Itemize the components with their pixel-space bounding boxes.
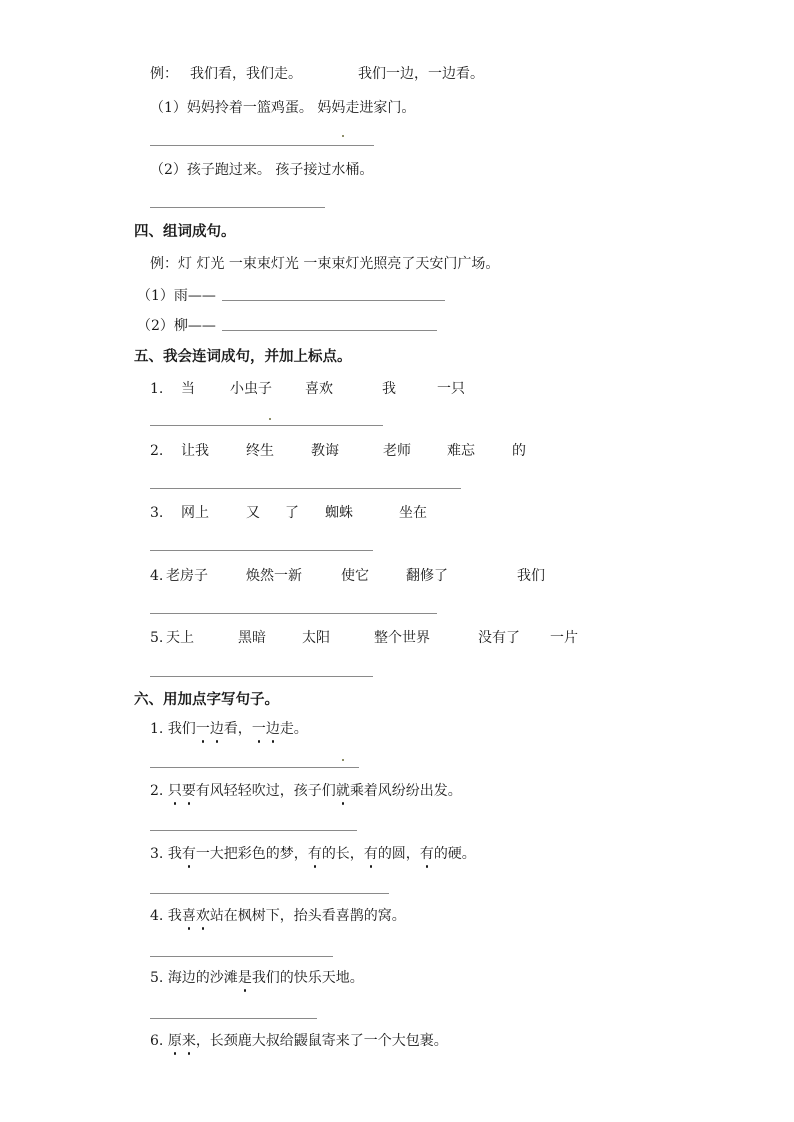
section-5-heading: 五、我会连词成句，并加上标点。 — [134, 349, 352, 365]
text-segment: 我 — [167, 908, 182, 924]
answer-line-5-1[interactable] — [150, 425, 383, 426]
text-segment: 走。 — [279, 721, 308, 737]
word-chip: 天上 — [166, 630, 194, 646]
answer-line-6-1[interactable] — [150, 767, 359, 768]
answer-line-3-1[interactable] — [150, 145, 374, 146]
item-number: 5. — [150, 970, 164, 986]
word-chip: 一片 — [550, 630, 578, 646]
text-segment: 我 — [167, 846, 182, 862]
sentence-6-4 — [150, 906, 406, 926]
word-chip: 教诲 — [311, 443, 339, 459]
text-segment: 我们的快乐天地。 — [251, 970, 364, 986]
word-chip: 老师 — [383, 443, 411, 459]
word-chip: 又 — [246, 505, 260, 521]
word-chip: 的 — [512, 443, 526, 459]
dotted-char: 有 — [363, 846, 378, 862]
word-chip: 让我 — [181, 443, 209, 459]
dotted-char: 有 — [419, 846, 434, 862]
scan-speck — [342, 759, 344, 761]
answer-line-5-4[interactable] — [150, 613, 437, 614]
word-chip: 翻修了 — [406, 568, 448, 584]
answer-line-6-5[interactable] — [150, 1018, 317, 1019]
sentence-6-2 — [150, 781, 462, 801]
text-segment: ，长颈鹿大叔给鼹鼠寄来了一个大包裹。 — [195, 1033, 448, 1049]
word-chip: 蜘蛛 — [325, 505, 353, 521]
text-segment: 我们 — [167, 721, 196, 737]
text-segment: 乘着风纷纷出发。 — [349, 783, 462, 799]
item-5-3-number: 3. — [150, 505, 164, 521]
scan-speck — [269, 418, 271, 420]
example-sentence-b: 我们一边，一边看。 — [358, 66, 484, 82]
dotted-char: 要 — [181, 783, 196, 799]
answer-line-4-1[interactable] — [222, 300, 445, 301]
word-chip: 难忘 — [447, 443, 475, 459]
text-segment: 有风轻轻吹过，孩子们 — [195, 783, 336, 799]
text-segment: 站在枫树下，抬头看喜鹊的窝。 — [209, 908, 406, 924]
text-segment: 的长， — [321, 846, 364, 862]
word-chip: 我们 — [517, 568, 545, 584]
question-4-2: （2）柳—— — [137, 318, 216, 334]
word-chip: 小虫子 — [230, 381, 272, 397]
word-chip: 网上 — [181, 505, 209, 521]
sentence-6-3 — [150, 844, 476, 864]
word-chip: 太阳 — [302, 630, 330, 646]
text-segment: 的硬。 — [433, 846, 476, 862]
sentence-6-1 — [150, 719, 308, 739]
word-chip: 坐在 — [399, 505, 427, 521]
dotted-char: 一 — [251, 721, 266, 737]
text-segment: 一大把彩色的梦， — [195, 846, 308, 862]
word-chip: 终生 — [246, 443, 274, 459]
answer-line-6-4[interactable] — [150, 956, 333, 957]
dotted-char: 喜 — [181, 908, 196, 924]
word-chip: 一只 — [437, 381, 465, 397]
answer-line-4-2[interactable] — [222, 330, 437, 331]
question-3-1: （1）妈妈拎着一篮鸡蛋。 妈妈走进家门。 — [150, 100, 416, 116]
answer-line-6-2[interactable] — [150, 830, 357, 831]
word-chip: 没有了 — [478, 630, 520, 646]
section-4-example: 例：灯 灯光 一束束灯光 一束束灯光照亮了天安门广场。 — [150, 256, 500, 272]
dotted-char: 边 — [209, 721, 224, 737]
question-3-2: （2）孩子跑过来。 孩子接过水桶。 — [150, 162, 374, 178]
item-number: 6. — [150, 1033, 164, 1049]
dotted-char: 边 — [265, 721, 280, 737]
word-chip: 老房子 — [166, 568, 208, 584]
question-4-1: （1）雨—— — [137, 288, 216, 304]
answer-line-6-3[interactable] — [150, 893, 389, 894]
word-chip: 了 — [285, 505, 299, 521]
word-chip: 焕然一新 — [246, 568, 302, 584]
word-chip: 当 — [181, 381, 195, 397]
item-5-1-number: 1. — [150, 381, 164, 397]
item-5-2-number: 2. — [150, 443, 164, 459]
dotted-char: 原 — [167, 1033, 182, 1049]
word-chip: 我 — [382, 381, 396, 397]
dotted-char: 欢 — [195, 908, 210, 924]
dotted-char: 只 — [167, 783, 182, 799]
item-number: 4. — [150, 908, 164, 924]
dotted-char: 是 — [237, 970, 252, 986]
word-chip: 使它 — [341, 568, 369, 584]
section-6-heading: 六、用加点字写句子。 — [134, 692, 279, 708]
answer-line-5-3[interactable] — [150, 550, 373, 551]
item-number: 2. — [150, 783, 164, 799]
sentence-6-5 — [150, 968, 364, 988]
answer-line-5-5[interactable] — [150, 676, 373, 677]
dotted-char: 一 — [195, 721, 210, 737]
word-chip: 整个世界 — [374, 630, 430, 646]
dotted-char: 有 — [181, 846, 196, 862]
word-chip: 黑暗 — [238, 630, 266, 646]
text-segment: 看， — [223, 721, 252, 737]
item-5-5-number: 5. — [150, 630, 164, 646]
text-segment: 的圆， — [377, 846, 420, 862]
scan-speck — [342, 135, 344, 137]
text-segment: 海边的沙滩 — [167, 970, 238, 986]
item-number: 1. — [150, 721, 164, 737]
answer-line-5-2[interactable] — [150, 488, 461, 489]
section-4-heading: 四、组词成句。 — [134, 224, 236, 240]
answer-line-3-2[interactable] — [150, 207, 325, 208]
example-sentence-a: 我们看，我们走。 — [190, 66, 302, 82]
word-chip: 喜欢 — [305, 381, 333, 397]
sentence-6-6 — [150, 1031, 448, 1051]
item-5-4-number: 4. — [150, 568, 164, 584]
dotted-char: 有 — [307, 846, 322, 862]
item-number: 3. — [150, 846, 164, 862]
dotted-char: 就 — [335, 783, 350, 799]
dotted-char: 来 — [181, 1033, 196, 1049]
example-label: 例： — [150, 66, 178, 82]
